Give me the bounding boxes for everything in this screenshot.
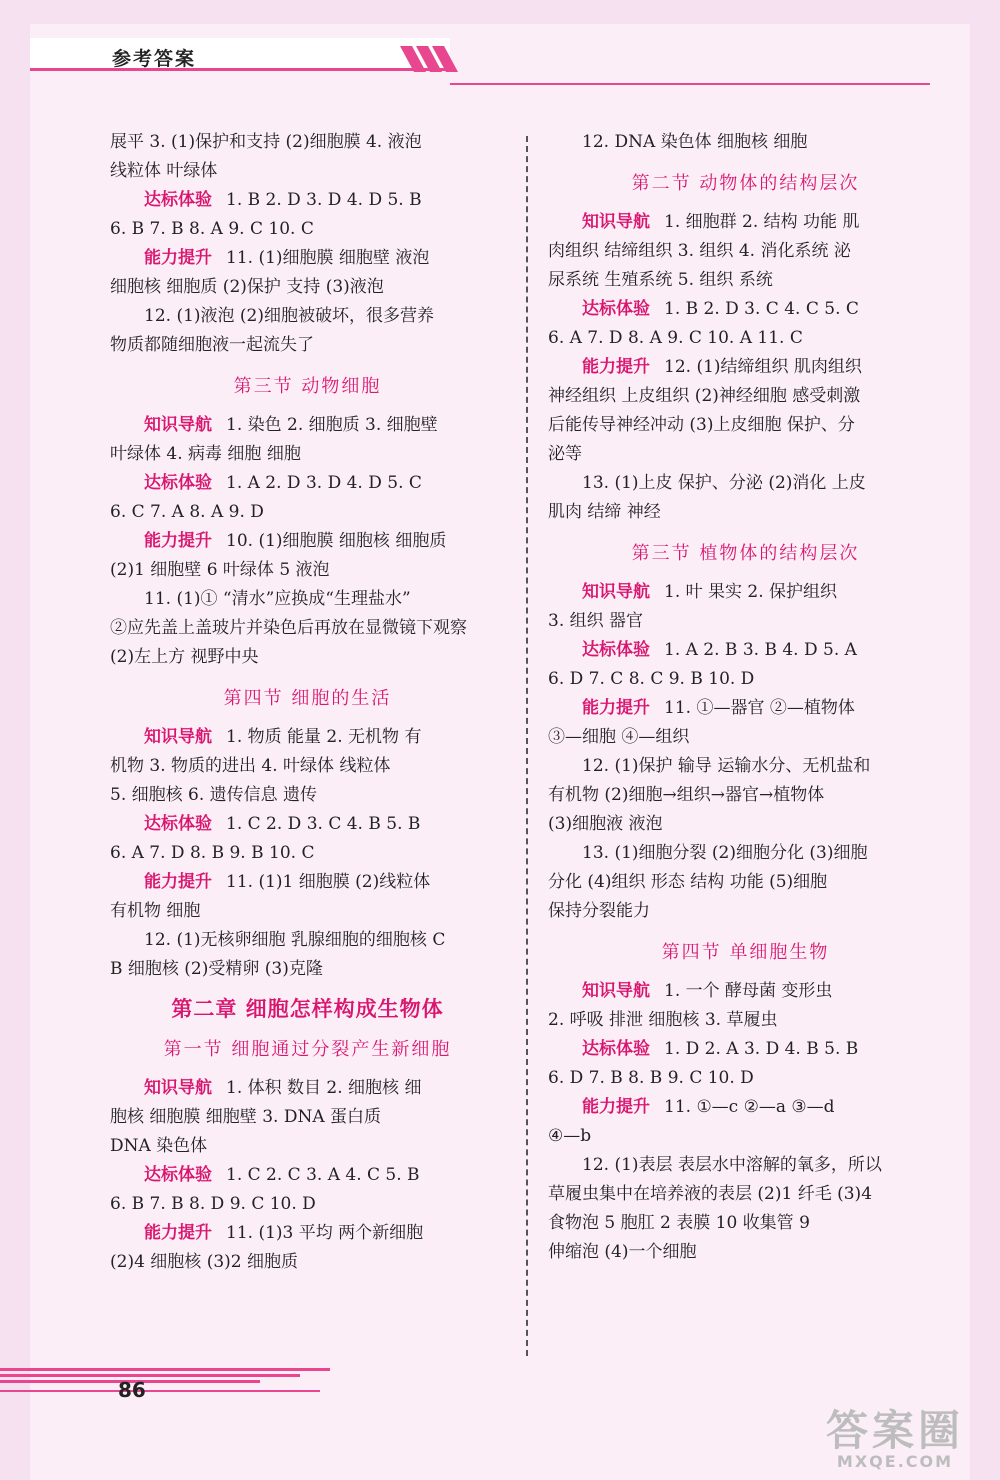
answer-line: 6. D 7. B 8. B 9. C 10. D [548, 1068, 754, 1088]
answer-line: 神经组织 上皮组织 (2)神经细胞 感受刺激 [548, 386, 861, 406]
answer-line: 细胞核 细胞质 (2)保护 支持 (3)液泡 [110, 277, 384, 297]
answer-text: 1. 一个 酵母菌 变形虫 [664, 981, 833, 1001]
answer-category-label: 能力提升 [144, 872, 212, 892]
header-stripes-decoration [400, 46, 460, 72]
answer-line: 物质都随细胞液一起流失了 [110, 335, 314, 355]
answer-line: 肌肉 结缔 神经 [548, 502, 661, 522]
section-heading: 第三节 动物细胞 [233, 376, 382, 397]
answer-category-label: 达标体验 [582, 299, 650, 319]
answer-line: 肉组织 结缔组织 3. 组织 4. 消化系统 泌 [548, 241, 851, 261]
section-heading: 第四节 单细胞生物 [661, 942, 830, 963]
answer-category-label: 知识导航 [582, 212, 650, 232]
answer-line: B 细胞核 (2)受精卵 (3)克隆 [110, 959, 323, 979]
answer-line [110, 1161, 505, 1190]
answer-category-label: 达标体验 [144, 814, 212, 834]
answer-line: (2)1 细胞壁 6 叶绿体 5 液泡 [110, 560, 330, 580]
answer-category-label: 知识导航 [144, 1078, 212, 1098]
section-heading: 第二节 动物体的结构层次 [631, 173, 860, 194]
answer-line: 3. 组织 器官 [548, 611, 644, 631]
answer-text: 1. C 2. C 3. A 4. C 5. B [226, 1165, 420, 1185]
answer-text: 11. (1)细胞膜 细胞壁 液泡 [226, 248, 430, 268]
answer-line: DNA 染色体 [110, 1136, 208, 1156]
answer-line [110, 527, 505, 556]
answer-category-label: 知识导航 [144, 415, 212, 435]
answer-line: (2)左上方 视野中央 [110, 647, 259, 667]
answer-line: 13. (1)上皮 保护、分泌 (2)消化 上皮 [582, 473, 866, 493]
answer-line: 12. DNA 染色体 细胞核 细胞 [582, 132, 808, 152]
answer-line: 6. B 7. B 8. D 9. C 10. D [110, 1194, 316, 1214]
answer-line: 12. (1)表层 表层水中溶解的氧多，所以 [582, 1155, 882, 1175]
answer-line [110, 469, 505, 498]
answer-line: 6. D 7. C 8. C 9. B 10. D [548, 669, 755, 689]
answer-line: 后能传导神经冲动 (3)上皮细胞 保护、分 [548, 415, 855, 435]
answer-text: 1. B 2. D 3. D 4. D 5. B [226, 190, 422, 210]
answer-line [110, 810, 505, 839]
answer-line: 胞核 细胞膜 细胞壁 3. DNA 蛋白质 [110, 1107, 382, 1127]
right-column [548, 128, 943, 1267]
answer-line [548, 1035, 943, 1064]
answer-line: 6. A 7. D 8. B 9. B 10. C [110, 843, 315, 863]
answer-text: 1. C 2. D 3. C 4. B 5. B [226, 814, 421, 834]
answer-text: 1. B 2. D 3. C 4. C 5. C [664, 299, 859, 319]
answer-category-label: 知识导航 [582, 582, 650, 602]
answer-line: 12. (1)保护 输导 运输水分、无机盐和 [582, 756, 871, 776]
answer-line: 13. (1)细胞分裂 (2)细胞分化 (3)细胞 [582, 843, 868, 863]
header-title: 参考答案 [112, 48, 197, 70]
answer-line: 6. B 7. B 8. A 9. C 10. C [110, 219, 314, 239]
answer-line: 6. C 7. A 8. A 9. D [110, 502, 264, 522]
answer-line: 线粒体 叶绿体 [110, 161, 218, 181]
answer-line [548, 694, 943, 723]
answer-line: 5. 细胞核 6. 遗传信息 遗传 [110, 785, 318, 805]
answer-line: 6. A 7. D 8. A 9. C 10. A 11. C [548, 328, 803, 348]
answer-line: 11. (1)① “清水”应换成“生理盐水” [144, 589, 411, 609]
answer-line [548, 1093, 943, 1122]
answer-category-label: 知识导航 [582, 981, 650, 1001]
answer-line: 机物 3. 物质的进出 4. 叶绿体 线粒体 [110, 756, 391, 776]
answer-line: 有机物 细胞 [110, 901, 201, 921]
answer-category-label: 达标体验 [582, 1039, 650, 1059]
answer-category-label: 能力提升 [582, 357, 650, 377]
answer-line: 展平 3. (1)保护和支持 (2)细胞膜 4. 液泡 [110, 132, 422, 152]
answer-line [548, 353, 943, 382]
answer-line: ②应先盖上盖玻片并染色后再放在显微镜下观察 [110, 618, 467, 638]
answer-line [110, 411, 505, 440]
watermark [800, 1406, 990, 1474]
answer-text: 1. A 2. B 3. B 4. D 5. A [664, 640, 857, 660]
answer-text: 11. (1)1 细胞膜 (2)线粒体 [226, 872, 431, 892]
answer-line: 保持分裂能力 [548, 901, 650, 921]
answer-line [548, 636, 943, 665]
answer-line: 伸缩泡 (4)一个细胞 [548, 1242, 697, 1262]
answer-line [110, 186, 505, 215]
answer-category-label: 能力提升 [144, 1223, 212, 1243]
answer-category-label: 达标体验 [582, 640, 650, 660]
answer-text: 1. A 2. D 3. D 4. D 5. C [226, 473, 422, 493]
answer-category-label: 达标体验 [144, 190, 212, 210]
answer-line: 12. (1)无核卵细胞 乳腺细胞的细胞核 C [144, 930, 446, 950]
column-divider [526, 136, 528, 1356]
answer-line: 泌等 [548, 444, 582, 464]
watermark-main: 答案圈 [825, 1406, 964, 1455]
answer-category-label: 知识导航 [144, 727, 212, 747]
answer-line [548, 295, 943, 324]
section-heading: 第一节 细胞通过分裂产生新细胞 [163, 1039, 452, 1060]
answer-text: 11. ①—器官 ②—植物体 [664, 698, 855, 718]
answer-line: (3)细胞液 液泡 [548, 814, 663, 834]
answer-line [110, 723, 505, 752]
answer-text: 1. 细胞群 2. 结构 功能 肌 [664, 212, 860, 232]
answer-line [548, 578, 943, 607]
answer-line [548, 977, 943, 1006]
answer-text: 1. 叶 果实 2. 保护组织 [664, 582, 838, 602]
answer-line: ④—b [548, 1126, 592, 1146]
answer-line: 有机物 (2)细胞→组织→器官→植物体 [548, 785, 825, 805]
answer-line: 食物泡 5 胞肛 2 表膜 10 收集管 9 [548, 1213, 810, 1233]
answer-line: (2)4 细胞核 (3)2 细胞质 [110, 1252, 299, 1272]
answer-line [110, 1074, 505, 1103]
answer-line: 分化 (4)组织 形态 结构 功能 (5)细胞 [548, 872, 828, 892]
answer-category-label: 能力提升 [582, 1097, 650, 1117]
answer-line: 12. (1)液泡 (2)细胞被破坏，很多营养 [144, 306, 435, 326]
answer-line [110, 1219, 505, 1248]
answer-text: 11. (1)3 平均 两个新细胞 [226, 1223, 424, 1243]
footer-decoration [0, 1368, 330, 1398]
answer-category-label: 能力提升 [582, 698, 650, 718]
left-column [110, 128, 505, 1277]
answer-line [548, 208, 943, 237]
answer-category-label: 达标体验 [144, 1165, 212, 1185]
answer-line [110, 868, 505, 897]
answer-text: 1. 物质 能量 2. 无机物 有 [226, 727, 422, 747]
answer-text: 1. D 2. A 3. D 4. B 5. B [664, 1039, 859, 1059]
answer-text: 11. ①—c ②—a ③—d [664, 1097, 835, 1117]
header-banner [30, 38, 450, 71]
answer-category-label: 达标体验 [144, 473, 212, 493]
answer-line: 草履虫集中在培养液的表层 (2)1 纤毛 (3)4 [548, 1184, 873, 1204]
page-number: 86 [118, 1378, 146, 1402]
answer-text: 1. 染色 2. 细胞质 3. 细胞壁 [226, 415, 438, 435]
header-rule [450, 83, 930, 85]
section-heading: 第四节 细胞的生活 [223, 688, 392, 709]
section-heading: 第三节 植物体的结构层次 [631, 543, 860, 564]
answer-text: 1. 体积 数目 2. 细胞核 细 [226, 1078, 422, 1098]
answer-text: 12. (1)结缔组织 肌肉组织 [664, 357, 862, 377]
answer-category-label: 能力提升 [144, 248, 212, 268]
answer-line: 2. 呼吸 排泄 细胞核 3. 草履虫 [548, 1010, 778, 1030]
answer-category-label: 能力提升 [144, 531, 212, 551]
answer-line: ③—细胞 ④—组织 [548, 727, 690, 747]
answer-line: 尿系统 生殖系统 5. 组织 系统 [548, 270, 773, 290]
answer-text: 10. (1)细胞膜 细胞核 细胞质 [226, 531, 447, 551]
answer-line: 叶绿体 4. 病毒 细胞 细胞 [110, 444, 301, 464]
chapter-heading: 第二章 细胞怎样构成生物体 [171, 996, 444, 1021]
answer-line [110, 244, 505, 273]
watermark-url: MXQE.COM [836, 1452, 954, 1471]
